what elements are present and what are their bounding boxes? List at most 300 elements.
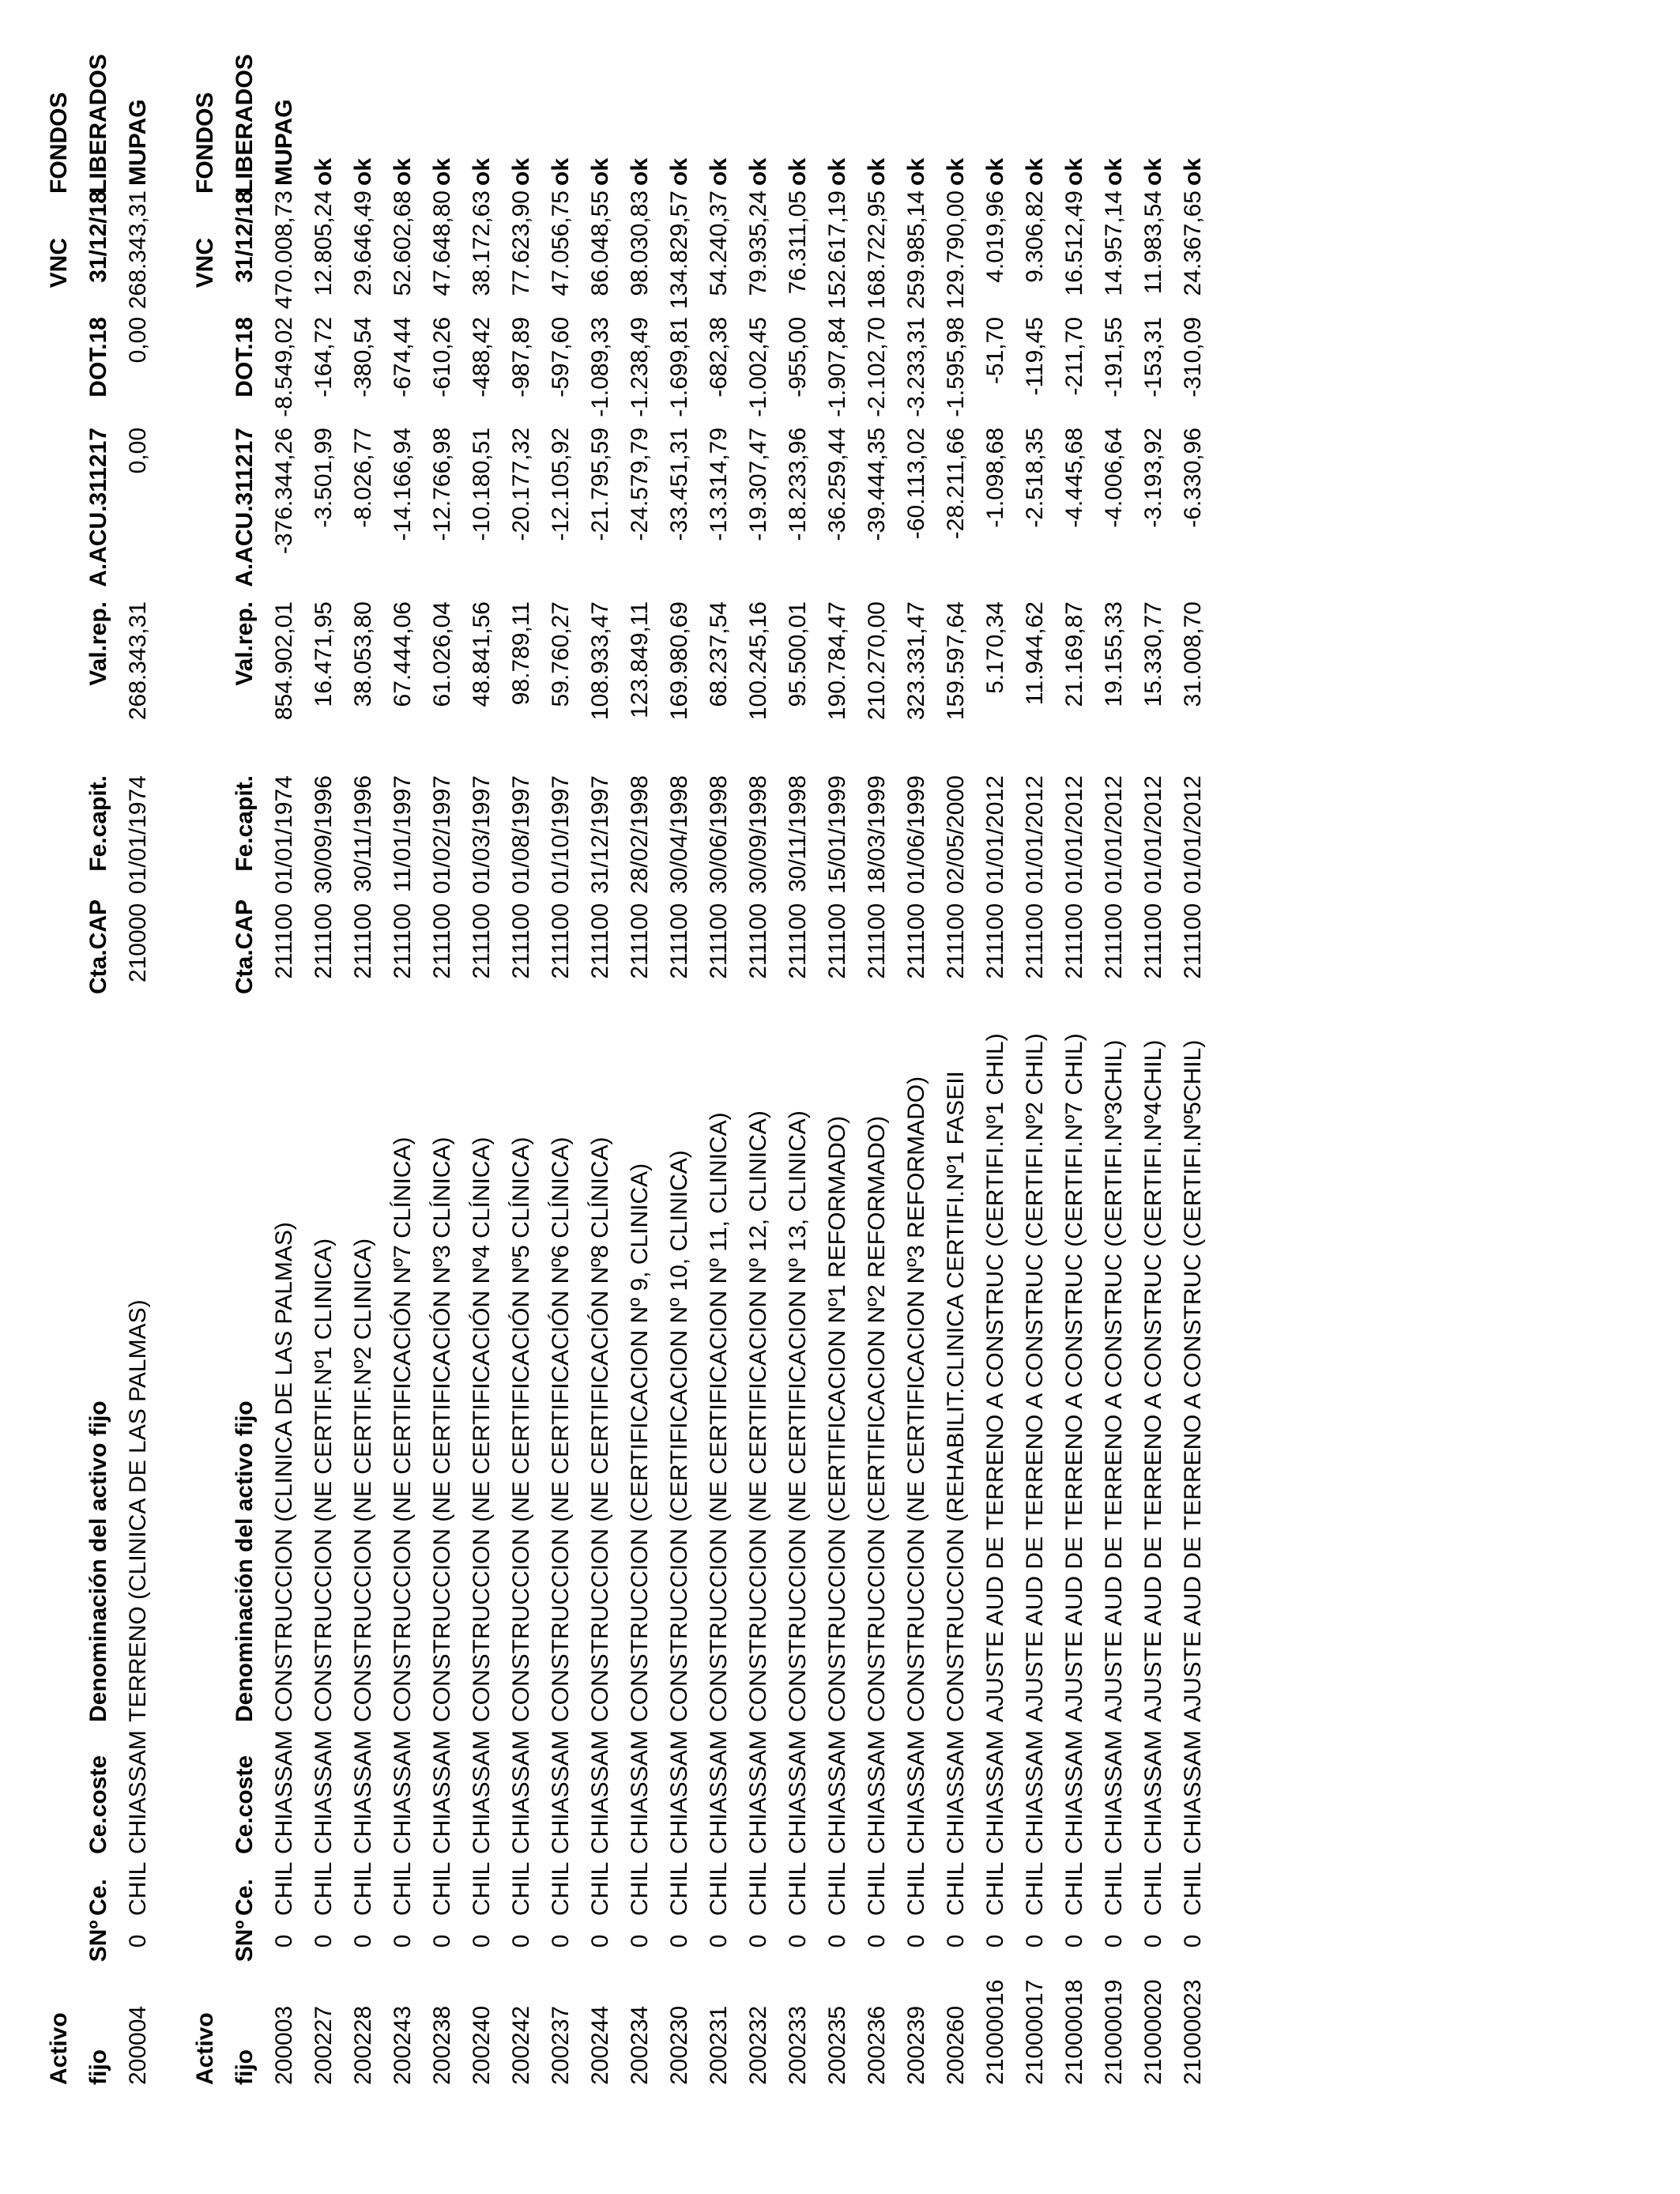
cell-denominacion: CONSTRUCCION (CERTIFICACION Nº 10, CLINICA)	[666, 1150, 692, 1722]
cell-fe-capit: 28/02/1998	[627, 775, 653, 895]
cell-fondos: ok	[508, 157, 534, 186]
table-row	[739, 0, 778, 2194]
cell-dot: -3.233,31	[903, 317, 929, 417]
cell-fe-capit: 01/08/1997	[508, 775, 534, 895]
cell-ce-coste: CHIASSAM	[587, 1730, 613, 1854]
cell-ce-coste: CHIASSAM	[1180, 1730, 1206, 1854]
table-row	[1173, 0, 1213, 2194]
cell-denominacion: CONSTRUCCION (NE CERTIFICACIÓN Nº3 CLÍNICA)	[429, 1137, 455, 1722]
table-row	[581, 0, 620, 2194]
table-row	[699, 0, 739, 2194]
table-row	[541, 0, 581, 2194]
cell-val-rep: 100.245,16	[745, 601, 771, 721]
cell-vnc: 168.722,95	[864, 190, 890, 310]
cell-activo-fijo: 200240	[469, 2005, 495, 2085]
cell-vnc: 47.056,75	[548, 190, 574, 296]
cell-fe-capit: 31/12/1997	[587, 775, 613, 895]
cell-cta-cap: 211100	[706, 903, 732, 979]
cell-cta-cap: 211100	[271, 903, 297, 979]
cell-dot: -310,09	[1180, 317, 1206, 398]
table-row	[897, 0, 936, 2194]
cell-vnc: 11.983,54	[1140, 190, 1166, 295]
cell-a-acu: -24.579,79	[627, 428, 653, 541]
cell-a-acu: -33.451,31	[666, 428, 692, 541]
cell-ce-coste: CHIASSAM	[627, 1730, 653, 1854]
header-dot: DOT.18	[232, 317, 258, 398]
cell-fe-capit: 30/09/1998	[745, 775, 771, 895]
cell-dot: -51,70	[982, 317, 1008, 385]
cell-fe-capit: 01/01/2012	[1140, 775, 1166, 895]
cell-ce-coste: CHIASSAM	[943, 1730, 969, 1854]
cell-val-rep: 67.444,06	[390, 601, 416, 707]
cell-sn: 0	[1101, 1934, 1127, 1948]
cell-fondos: ok	[548, 157, 574, 186]
cell-denominacion: CONSTRUCCION (NE CERTIFICACION Nº3 REFORMADO)	[903, 1076, 929, 1722]
cell-vnc: 29.646,49	[350, 190, 376, 296]
cell-sn: 0	[271, 1934, 297, 1948]
cell-fondos: ok	[350, 157, 376, 186]
cell-denominacion: CONSTRUCCION (NE CERTIFICACIÓN Nº5 CLÍNICA)	[508, 1137, 534, 1722]
cell-activo-fijo: 200235	[824, 2005, 850, 2085]
cell-ce: CHIL	[1180, 1861, 1206, 1916]
cell-denominacion: AJUSTE AUD DE TERRENO A CONSTRUC (CERTIFI.Nº5CHIL)	[1180, 1039, 1206, 1722]
cell-ce: CHIL	[982, 1861, 1008, 1916]
cell-a-acu: -12.766,98	[429, 428, 455, 541]
cell-activo-fijo: 21000019	[1101, 1979, 1127, 2085]
header-vnc: VNC	[192, 238, 218, 288]
cell-sn: 0	[350, 1934, 376, 1948]
header-ce-coste: Ce.coste	[232, 1755, 258, 1854]
cell-activo-fijo: 200003	[271, 2005, 297, 2085]
cell-dot: -1.002,45	[745, 317, 771, 417]
cell-val-rep: 5.170,34	[982, 601, 1008, 694]
cell-val-rep: 159.597,64	[943, 601, 969, 721]
cell-vnc: 98.030,83	[627, 190, 653, 296]
table-row	[778, 0, 818, 2194]
cell-cta-cap: 210000	[125, 903, 151, 983]
cell-dot: -1.238,49	[627, 317, 653, 417]
cell-activo-fijo: 21000017	[1022, 1979, 1048, 2085]
cell-dot: -1.699,81	[666, 317, 692, 417]
cell-denominacion: CONSTRUCCION (NE CERTIFICACION Nº 11, CLINICA)	[706, 1112, 732, 1722]
cell-a-acu: -20.177,32	[508, 428, 534, 541]
header-fe-capit: Fe.capit.	[232, 775, 258, 872]
cell-denominacion: CONSTRUCCION (CERTIFICACION Nº1 REFORMADO)	[824, 1115, 850, 1722]
cell-a-acu: -6.330,96	[1180, 428, 1206, 528]
cell-ce-coste: CHIASSAM	[469, 1730, 495, 1854]
cell-dot: -610,26	[429, 317, 455, 398]
cell-val-rep: 38.053,80	[350, 601, 376, 707]
cell-ce-coste: CHIASSAM	[666, 1730, 692, 1854]
cell-activo-fijo: 200233	[785, 2005, 811, 2085]
cell-activo-fijo: 21000018	[1061, 1979, 1087, 2085]
cell-denominacion: AJUSTE AUD DE TERRENO A CONSTRUC (CERTIFI.Nº2 CHIL)	[1022, 1033, 1048, 1722]
cell-vnc: 134.829,57	[666, 190, 692, 310]
cell-fe-capit: 01/10/1997	[548, 775, 574, 895]
header-top-row	[186, 0, 225, 2194]
cell-ce-coste: CHIASSAM	[271, 1730, 297, 1854]
cell-a-acu: -60.113,02	[903, 428, 929, 540]
cell-denominacion: AJUSTE AUD DE TERRENO A CONSTRUC (CERTIFI.Nº4CHIL)	[1140, 1039, 1166, 1722]
cell-ce: CHIL	[1022, 1861, 1048, 1916]
cell-sn: 0	[1022, 1934, 1048, 1948]
cell-sn: 0	[982, 1934, 1008, 1948]
cell-fondos: ok	[627, 157, 653, 186]
cell-vnc: 259.985,14	[903, 190, 929, 310]
cell-activo-fijo: 200231	[706, 2005, 732, 2085]
cell-cta-cap: 211100	[1101, 903, 1127, 979]
cell-val-rep: 16.471,95	[311, 601, 337, 707]
cell-fe-capit: 30/04/1998	[666, 775, 692, 895]
cell-fe-capit: 30/06/1998	[706, 775, 732, 895]
cell-activo-fijo: 200004	[125, 2005, 151, 2085]
cell-ce-coste: CHIASSAM	[350, 1730, 376, 1854]
cell-denominacion: CONSTRUCCION (NE CERTIFICACIÓN Nº7 CLÍNICA)	[390, 1137, 416, 1722]
cell-activo-fijo: 200232	[745, 2005, 771, 2085]
cell-ce-coste: CHIASSAM	[903, 1730, 929, 1854]
cell-denominacion: CONSTRUCCION (CERTIFICACION Nº 9, CLINICA)	[627, 1163, 653, 1722]
cell-vnc: 76.311,05	[785, 190, 811, 295]
cell-a-acu: -39.444,35	[864, 428, 890, 541]
cell-denominacion: AJUSTE AUD DE TERRENO A CONSTRUC (CERTIFI.Nº3CHIL)	[1101, 1039, 1127, 1722]
header-activo-fijo: fijo	[85, 2049, 111, 2085]
cell-val-rep: 210.270,00	[864, 601, 890, 721]
cell-val-rep: 268.343,31	[125, 601, 151, 721]
cell-val-rep: 169.980,69	[666, 601, 692, 721]
cell-a-acu: -4.445,68	[1061, 428, 1087, 528]
cell-cta-cap: 211100	[745, 903, 771, 979]
cell-dot: -955,00	[785, 317, 811, 398]
cell-dot: -380,54	[350, 317, 376, 398]
cell-ce-coste: CHIASSAM	[508, 1730, 534, 1854]
cell-ce: CHIL	[508, 1861, 534, 1916]
cell-dot: -1.089,33	[587, 317, 613, 417]
cell-sn: 0	[666, 1934, 692, 1948]
table-row	[383, 0, 423, 2194]
cell-activo-fijo: 200230	[666, 2005, 692, 2085]
cell-fe-capit: 11/01/1997	[390, 775, 416, 892]
cell-vnc: 14.957,14	[1101, 190, 1127, 296]
cell-fondos: MUPAG	[125, 99, 151, 186]
table-row	[119, 0, 158, 2194]
cell-a-acu: -13.314,79	[706, 428, 732, 541]
cell-ce: CHIL	[903, 1861, 929, 1916]
cell-cta-cap: 211100	[903, 903, 929, 979]
cell-val-rep: 323.331,47	[903, 601, 929, 721]
cell-dot: -119,45	[1022, 317, 1048, 396]
cell-activo-fijo: 200237	[548, 2005, 574, 2085]
cell-activo-fijo: 200238	[429, 2005, 455, 2085]
cell-fe-capit: 01/01/2012	[1022, 775, 1048, 895]
cell-fondos: ok	[429, 157, 455, 186]
cell-fe-capit: 15/01/1999	[824, 775, 850, 895]
cell-denominacion: CONSTRUCCION (CLINICA DE LAS PALMAS)	[271, 1222, 297, 1722]
cell-val-rep: 11.944,62	[1022, 601, 1048, 706]
cell-activo-fijo: 21000023	[1180, 1979, 1206, 2085]
cell-ce: CHIL	[1101, 1861, 1127, 1916]
cell-fondos: ok	[587, 157, 613, 186]
table-row	[423, 0, 462, 2194]
cell-fondos: ok	[785, 157, 811, 186]
cell-val-rep: 190.784,47	[824, 601, 850, 721]
header-val-rep: Val.rep.	[232, 601, 258, 686]
cell-fe-capit: 30/11/1996	[350, 775, 376, 892]
table-row	[1134, 0, 1173, 2194]
cell-a-acu: -4.006,64	[1101, 428, 1127, 528]
header-fondos: FONDOS	[192, 92, 218, 194]
cell-denominacion: CONSTRUCCION (REHABILIT.CLINICA CERTIFI.Nº1 FASEII	[943, 1071, 969, 1722]
cell-cta-cap: 211100	[785, 903, 811, 979]
table-row	[660, 0, 699, 2194]
header-ce: Ce.	[232, 1879, 258, 1916]
cell-sn: 0	[469, 1934, 495, 1948]
cell-a-acu: -376.344,26	[271, 428, 297, 555]
cell-cta-cap: 211100	[943, 903, 969, 979]
cell-sn: 0	[587, 1934, 613, 1948]
cell-fe-capit: 01/06/1999	[903, 775, 929, 895]
cell-fe-capit: 01/03/1997	[469, 775, 495, 895]
cell-denominacion: CONSTRUCCION (NE CERTIFICACION Nº 13, CLINICA)	[785, 1110, 811, 1722]
cell-val-rep: 123.849,11	[627, 601, 653, 718]
cell-sn: 0	[390, 1934, 416, 1948]
cell-cta-cap: 211100	[548, 903, 574, 979]
cell-cta-cap: 211100	[390, 903, 416, 979]
cell-dot: 0,00	[125, 317, 151, 364]
cell-cta-cap: 211100	[627, 903, 653, 979]
cell-fe-capit: 01/02/1997	[429, 775, 455, 895]
cell-fe-capit: 02/05/2000	[943, 775, 969, 895]
cell-sn: 0	[311, 1934, 337, 1948]
cell-fondos: ok	[864, 157, 890, 186]
cell-sn: 0	[1061, 1934, 1087, 1948]
cell-denominacion: CONSTRUCCION (NE CERTIFICACIÓN Nº8 CLÍNICA)	[587, 1137, 613, 1722]
cell-vnc: 16.512,49	[1061, 190, 1087, 296]
header-sn: SNº	[232, 1920, 258, 1962]
header-fondos: FONDOS	[46, 92, 72, 194]
cell-dot: -164,72	[311, 317, 337, 398]
cell-ce: CHIL	[429, 1861, 455, 1916]
cell-dot: -488,42	[469, 317, 495, 398]
cell-a-acu: -19.307,47	[745, 428, 771, 541]
cell-vnc: 38.172,63	[469, 190, 495, 296]
cell-ce: CHIL	[627, 1861, 653, 1916]
header-a-acu: A.ACU.311217	[232, 428, 258, 587]
cell-fe-capit: 30/09/1996	[311, 775, 337, 895]
header-ce-coste: Ce.coste	[85, 1755, 111, 1854]
cell-ce: CHIL	[706, 1861, 732, 1916]
table-row	[976, 0, 1015, 2194]
cell-a-acu: -12.105,92	[548, 428, 574, 541]
cell-val-rep: 48.841,56	[469, 601, 495, 707]
cell-fe-capit: 01/01/2012	[1061, 775, 1087, 895]
cell-cta-cap: 211100	[666, 903, 692, 979]
header-denominacion: Denominación del activo fijo	[85, 1400, 111, 1722]
cell-val-rep: 95.500,01	[785, 601, 811, 707]
cell-dot: -1.595,98	[943, 317, 969, 417]
cell-dot: -1.907,84	[824, 317, 850, 417]
cell-vnc: 9.306,82	[1022, 190, 1048, 283]
cell-vnc: 77.623,90	[508, 190, 534, 296]
header-fondos: LIBERADOS	[232, 54, 258, 194]
cell-ce-coste: CHIASSAM	[429, 1730, 455, 1854]
cell-a-acu: -8.026,77	[350, 428, 376, 528]
cell-denominacion: TERRENO (CLINICA DE LAS PALMAS)	[125, 1299, 151, 1722]
table-row	[265, 0, 304, 2194]
table-row	[818, 0, 857, 2194]
table-row	[502, 0, 541, 2194]
cell-a-acu: -10.180,51	[469, 428, 495, 541]
cell-val-rep: 68.237,54	[706, 601, 732, 707]
header-ce: Ce.	[85, 1879, 111, 1916]
cell-ce: CHIL	[666, 1861, 692, 1916]
cell-activo-fijo: 200243	[390, 2005, 416, 2085]
cell-fondos: ok	[1061, 157, 1087, 186]
cell-fondos: ok	[982, 157, 1008, 186]
cell-cta-cap: 211100	[469, 903, 495, 979]
cell-ce-coste: CHIASSAM	[1101, 1730, 1127, 1854]
cell-ce-coste: CHIASSAM	[785, 1730, 811, 1854]
cell-dot: -682,38	[706, 317, 732, 398]
cell-fe-capit: 01/01/1974	[271, 775, 297, 895]
cell-val-rep: 108.933,47	[587, 601, 613, 721]
cell-vnc: 24.367,65	[1180, 190, 1206, 296]
cell-sn: 0	[943, 1934, 969, 1948]
cell-activo-fijo: 200244	[587, 2005, 613, 2085]
cell-ce-coste: CHIASSAM	[125, 1730, 151, 1854]
cell-ce-coste: CHIASSAM	[390, 1730, 416, 1854]
cell-vnc: 4.019,96	[982, 190, 1008, 283]
cell-ce: CHIL	[390, 1861, 416, 1916]
table-row	[620, 0, 660, 2194]
cell-a-acu: -28.211,66	[943, 428, 969, 540]
cell-a-acu: -14.166,94	[390, 428, 416, 541]
cell-vnc: 52.602,68	[390, 190, 416, 296]
cell-ce: CHIL	[271, 1861, 297, 1916]
cell-fe-capit: 30/11/1998	[785, 775, 811, 892]
header-vnc: 31/12/18	[232, 190, 258, 283]
cell-denominacion: CONSTRUCCION (NE CERTIFICACION Nº 12, CLINICA)	[745, 1110, 771, 1722]
cell-ce: CHIL	[125, 1861, 151, 1916]
cell-activo-fijo: 200228	[350, 2005, 376, 2085]
cell-vnc: 129.790,00	[943, 190, 969, 310]
cell-a-acu: -2.518,35	[1022, 428, 1048, 528]
cell-fe-capit: 01/01/2012	[1180, 775, 1206, 895]
cell-dot: -153,31	[1140, 317, 1166, 398]
table-row	[344, 0, 383, 2194]
table-row	[462, 0, 502, 2194]
cell-fondos: ok	[311, 157, 337, 186]
cell-denominacion: AJUSTE AUD DE TERRENO A CONSTRUC (CERTIFI.Nº7 CHIL)	[1061, 1033, 1087, 1722]
cell-ce: CHIL	[587, 1861, 613, 1916]
cell-fe-capit: 18/03/1999	[864, 775, 890, 895]
cell-a-acu: -36.259,44	[824, 428, 850, 541]
header-dot: DOT.18	[85, 317, 111, 398]
cell-activo-fijo: 200239	[903, 2005, 929, 2085]
cell-fe-capit: 01/01/2012	[1101, 775, 1127, 895]
cell-fondos: ok	[666, 157, 692, 186]
table-row	[1055, 0, 1094, 2194]
cell-denominacion: AJUSTE AUD DE TERRENO A CONSTRUC (CERTIFI.Nº1 CHIL)	[982, 1033, 1008, 1722]
header-denominacion: Denominación del activo fijo	[232, 1400, 258, 1722]
cell-vnc: 152.617,19	[824, 190, 850, 310]
cell-dot: -2.102,70	[864, 317, 890, 417]
cell-dot: -191,55	[1101, 317, 1127, 398]
cell-val-rep: 854.902,01	[271, 601, 297, 721]
table-row	[304, 0, 344, 2194]
cell-ce: CHIL	[311, 1861, 337, 1916]
cell-dot: -674,44	[390, 317, 416, 398]
cell-val-rep: 19.155,33	[1101, 601, 1127, 707]
header-top-row	[40, 0, 79, 2194]
header-vnc: VNC	[46, 238, 72, 288]
cell-vnc: 268.343,31	[125, 190, 151, 310]
cell-fondos: ok	[1180, 157, 1206, 186]
cell-val-rep: 59.760,27	[548, 601, 574, 707]
cell-fondos: ok	[745, 157, 771, 186]
cell-vnc: 79.935,24	[745, 190, 771, 296]
cell-vnc: 54.240,37	[706, 190, 732, 296]
cell-fondos: ok	[943, 157, 969, 186]
cell-activo-fijo: 200260	[943, 2005, 969, 2085]
cell-sn: 0	[706, 1934, 732, 1948]
cell-fondos: ok	[1022, 157, 1048, 186]
cell-sn: 0	[785, 1934, 811, 1948]
header-vnc: 31/12/18	[85, 190, 111, 283]
cell-a-acu: -3.193,92	[1140, 428, 1166, 528]
cell-a-acu: -1.098,68	[982, 428, 1008, 528]
cell-vnc: 86.048,55	[587, 190, 613, 296]
header-activo: Activo	[46, 2012, 72, 2085]
cell-sn: 0	[745, 1934, 771, 1948]
cell-denominacion: CONSTRUCCION (NE CERTIFICACIÓN Nº6 CLÍNICA)	[548, 1137, 574, 1722]
cell-ce-coste: CHIASSAM	[745, 1730, 771, 1854]
cell-activo-fijo: 200236	[864, 2005, 890, 2085]
cell-ce: CHIL	[1140, 1861, 1166, 1916]
table-row	[936, 0, 976, 2194]
cell-ce: CHIL	[824, 1861, 850, 1916]
cell-cta-cap: 211100	[1140, 903, 1166, 979]
cell-val-rep: 61.026,04	[429, 601, 455, 707]
cell-fondos: MUPAG	[271, 99, 297, 186]
cell-sn: 0	[824, 1934, 850, 1948]
cell-denominacion: CONSTRUCCION (CERTIFICACION Nº2 REFORMADO)	[864, 1115, 890, 1722]
cell-activo-fijo: 200234	[627, 2005, 653, 2085]
table-row	[1015, 0, 1055, 2194]
cell-fondos: ok	[903, 157, 929, 186]
cell-ce-coste: CHIASSAM	[548, 1730, 574, 1854]
cell-ce: CHIL	[943, 1861, 969, 1916]
header-cta-cap: Cta.CAP	[85, 899, 111, 994]
cell-a-acu: 0,00	[125, 428, 151, 474]
cell-dot: -211,70	[1061, 317, 1087, 396]
header-val-rep: Val.rep.	[85, 601, 111, 686]
header-activo-fijo: fijo	[232, 2049, 258, 2085]
header-row	[225, 0, 265, 2194]
table-row	[857, 0, 897, 2194]
cell-vnc: 470.008,73	[271, 190, 297, 310]
cell-cta-cap: 211100	[864, 903, 890, 979]
header-fe-capit: Fe.capit.	[85, 775, 111, 872]
cell-ce: CHIL	[469, 1861, 495, 1916]
header-fondos: LIBERADOS	[85, 54, 111, 194]
cell-ce: CHIL	[1061, 1861, 1087, 1916]
cell-val-rep: 15.330,77	[1140, 601, 1166, 707]
cell-vnc: 47.648,80	[429, 190, 455, 296]
cell-cta-cap: 211100	[350, 903, 376, 979]
cell-sn: 0	[429, 1934, 455, 1948]
cell-a-acu: -21.795,59	[587, 428, 613, 541]
cell-dot: -597,60	[548, 317, 574, 398]
